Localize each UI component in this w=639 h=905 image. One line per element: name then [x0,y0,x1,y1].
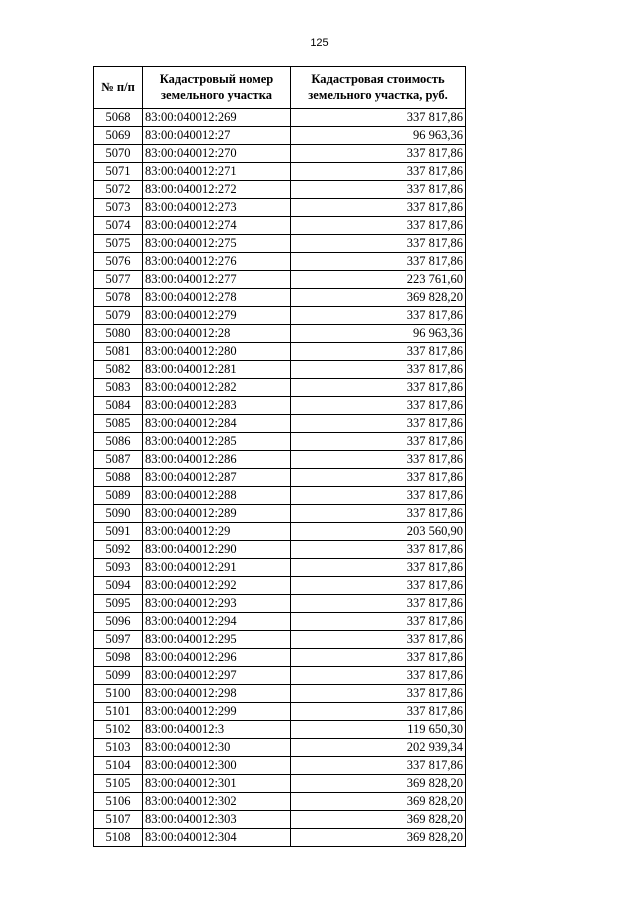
row-number-cell: 5105 [94,775,143,793]
cadastral-number-cell: 83:00:040012:288 [143,487,291,505]
table-row [94,325,466,343]
table-row [94,577,466,595]
cadastral-cost-cell: 337 817,86 [291,469,466,487]
table-row [94,271,466,289]
cadastral-cost-cell: 337 817,86 [291,505,466,523]
table-row [94,361,466,379]
cadastral-cost-cell: 337 817,86 [291,433,466,451]
row-number-cell: 5094 [94,577,143,595]
row-number-cell: 5103 [94,739,143,757]
cadastral-cost-cell: 337 817,86 [291,757,466,775]
row-number-cell: 5084 [94,397,143,415]
cadastral-number-cell: 83:00:040012:289 [143,505,291,523]
cadastral-number-cell: 83:00:040012:299 [143,703,291,721]
cadastral-cost-cell: 337 817,86 [291,559,466,577]
row-number-cell: 5075 [94,235,143,253]
cadastral-number-cell: 83:00:040012:271 [143,163,291,181]
cadastral-number-cell: 83:00:040012:270 [143,145,291,163]
header-row [94,67,466,109]
table-row [94,433,466,451]
cadastral-cost-cell: 369 828,20 [291,793,466,811]
cadastral-cost-cell: 337 817,86 [291,703,466,721]
table-row [94,451,466,469]
cadastral-number-cell: 83:00:040012:27 [143,127,291,145]
row-number-cell: 5088 [94,469,143,487]
header-cadastral-cost: Кадастровая стоимость земельного участка, руб. [291,67,466,109]
cadastral-number-cell: 83:00:040012:278 [143,289,291,307]
table-row [94,703,466,721]
cadastral-cost-cell: 223 761,60 [291,271,466,289]
row-number-cell: 5080 [94,325,143,343]
table-row [94,811,466,829]
cadastral-cost-cell: 202 939,34 [291,739,466,757]
cadastral-number-cell: 83:00:040012:298 [143,685,291,703]
cadastral-number-cell: 83:00:040012:283 [143,397,291,415]
table-row [94,631,466,649]
row-number-cell: 5085 [94,415,143,433]
cadastral-number-cell: 83:00:040012:300 [143,757,291,775]
cadastral-cost-cell: 337 817,86 [291,649,466,667]
cadastral-number-cell: 83:00:040012:303 [143,811,291,829]
header-row-number: № п/п [94,67,143,109]
cadastral-cost-cell: 369 828,20 [291,811,466,829]
cadastral-cost-cell: 337 817,86 [291,541,466,559]
cadastral-number-cell: 83:00:040012:286 [143,451,291,469]
table-header [94,67,466,109]
table-row [94,199,466,217]
table-row [94,721,466,739]
cadastral-cost-cell: 337 817,86 [291,379,466,397]
cadastral-cost-cell: 337 817,86 [291,109,466,127]
cadastral-cost-cell: 337 817,86 [291,163,466,181]
table-row [94,307,466,325]
table-row [94,397,466,415]
table-row [94,667,466,685]
cadastral-cost-cell: 337 817,86 [291,613,466,631]
table-row [94,541,466,559]
cadastral-cost-cell: 337 817,86 [291,217,466,235]
row-number-cell: 5100 [94,685,143,703]
cadastral-cost-cell: 337 817,86 [291,253,466,271]
row-number-cell: 5068 [94,109,143,127]
cadastral-number-cell: 83:00:040012:285 [143,433,291,451]
cadastral-cost-cell: 337 817,86 [291,343,466,361]
table-row [94,289,466,307]
row-number-cell: 5101 [94,703,143,721]
cadastral-number-cell: 83:00:040012:279 [143,307,291,325]
table-row [94,415,466,433]
cadastral-cost-cell: 337 817,86 [291,181,466,199]
row-number-cell: 5076 [94,253,143,271]
cadastral-number-cell: 83:00:040012:274 [143,217,291,235]
table-row [94,379,466,397]
cadastral-cost-cell: 337 817,86 [291,235,466,253]
table-row [94,181,466,199]
row-number-cell: 5102 [94,721,143,739]
table-row [94,469,466,487]
table-row [94,235,466,253]
row-number-cell: 5089 [94,487,143,505]
cadastral-cost-cell: 369 828,20 [291,775,466,793]
cadastral-number-cell: 83:00:040012:273 [143,199,291,217]
cadastral-number-cell: 83:00:040012:282 [143,379,291,397]
cadastral-cost-cell: 337 817,86 [291,451,466,469]
table-row [94,757,466,775]
cadastral-number-cell: 83:00:040012:287 [143,469,291,487]
row-number-cell: 5090 [94,505,143,523]
cadastral-number-cell: 83:00:040012:29 [143,523,291,541]
row-number-cell: 5077 [94,271,143,289]
cadastral-number-cell: 83:00:040012:284 [143,415,291,433]
header-cadastral-number: Кадастровый номер земельного участка [143,67,291,109]
row-number-cell: 5107 [94,811,143,829]
row-number-cell: 5074 [94,217,143,235]
row-number-cell: 5091 [94,523,143,541]
cadastral-cost-cell: 337 817,86 [291,199,466,217]
cadastral-cost-cell: 203 560,90 [291,523,466,541]
row-number-cell: 5082 [94,361,143,379]
row-number-cell: 5070 [94,145,143,163]
table-row [94,775,466,793]
table-row [94,505,466,523]
cadastral-number-cell: 83:00:040012:281 [143,361,291,379]
row-number-cell: 5106 [94,793,143,811]
row-number-cell: 5097 [94,631,143,649]
row-number-cell: 5083 [94,379,143,397]
table-row [94,649,466,667]
cadastral-number-cell: 83:00:040012:301 [143,775,291,793]
cadastral-cost-cell: 337 817,86 [291,667,466,685]
table-row [94,253,466,271]
cadastral-cost-cell: 337 817,86 [291,397,466,415]
row-number-cell: 5092 [94,541,143,559]
cadastral-number-cell: 83:00:040012:277 [143,271,291,289]
row-number-cell: 5078 [94,289,143,307]
row-number-cell: 5069 [94,127,143,145]
cadastral-cost-cell: 96 963,36 [291,325,466,343]
table-row [94,739,466,757]
cadastral-number-cell: 83:00:040012:292 [143,577,291,595]
table-row [94,613,466,631]
cadastral-number-cell: 83:00:040012:269 [143,109,291,127]
table-row [94,109,466,127]
cadastral-cost-cell: 337 817,86 [291,145,466,163]
table-row [94,217,466,235]
cadastral-number-cell: 83:00:040012:304 [143,829,291,847]
row-number-cell: 5071 [94,163,143,181]
row-number-cell: 5093 [94,559,143,577]
cadastral-number-cell: 83:00:040012:272 [143,181,291,199]
cadastral-cost-cell: 337 817,86 [291,685,466,703]
cadastral-number-cell: 83:00:040012:28 [143,325,291,343]
table-row [94,523,466,541]
row-number-cell: 5072 [94,181,143,199]
row-number-cell: 5098 [94,649,143,667]
cadastral-number-cell: 83:00:040012:290 [143,541,291,559]
cadastral-number-cell: 83:00:040012:295 [143,631,291,649]
cadastral-cost-cell: 337 817,86 [291,595,466,613]
cadastral-table [93,66,466,847]
cadastral-cost-cell: 369 828,20 [291,829,466,847]
cadastral-number-cell: 83:00:040012:302 [143,793,291,811]
cadastral-number-cell: 83:00:040012:294 [143,613,291,631]
cadastral-number-cell: 83:00:040012:3 [143,721,291,739]
table-row [94,487,466,505]
cadastral-number-cell: 83:00:040012:293 [143,595,291,613]
cadastral-cost-cell: 337 817,86 [291,361,466,379]
row-number-cell: 5108 [94,829,143,847]
row-number-cell: 5081 [94,343,143,361]
table-row [94,829,466,847]
page-number: 125 [310,37,329,49]
table-row [94,595,466,613]
cadastral-cost-cell: 337 817,86 [291,631,466,649]
row-number-cell: 5096 [94,613,143,631]
cadastral-cost-cell: 337 817,86 [291,415,466,433]
cadastral-cost-cell: 369 828,20 [291,289,466,307]
cadastral-number-cell: 83:00:040012:275 [143,235,291,253]
row-number-cell: 5079 [94,307,143,325]
table-row [94,127,466,145]
cadastral-cost-cell: 337 817,86 [291,487,466,505]
row-number-cell: 5104 [94,757,143,775]
cadastral-cost-cell: 337 817,86 [291,307,466,325]
table-row [94,163,466,181]
table-row [94,559,466,577]
row-number-cell: 5099 [94,667,143,685]
cadastral-number-cell: 83:00:040012:30 [143,739,291,757]
row-number-cell: 5095 [94,595,143,613]
table-body [94,109,466,847]
row-number-cell: 5073 [94,199,143,217]
table-row [94,793,466,811]
cadastral-cost-cell: 96 963,36 [291,127,466,145]
cadastral-number-cell: 83:00:040012:276 [143,253,291,271]
cadastral-number-cell: 83:00:040012:297 [143,667,291,685]
table-row [94,343,466,361]
table-row [94,685,466,703]
row-number-cell: 5087 [94,451,143,469]
table-row [94,145,466,163]
cadastral-cost-cell: 119 650,30 [291,721,466,739]
cadastral-number-cell: 83:00:040012:291 [143,559,291,577]
cadastral-number-cell: 83:00:040012:296 [143,649,291,667]
row-number-cell: 5086 [94,433,143,451]
cadastral-cost-cell: 337 817,86 [291,577,466,595]
cadastral-number-cell: 83:00:040012:280 [143,343,291,361]
